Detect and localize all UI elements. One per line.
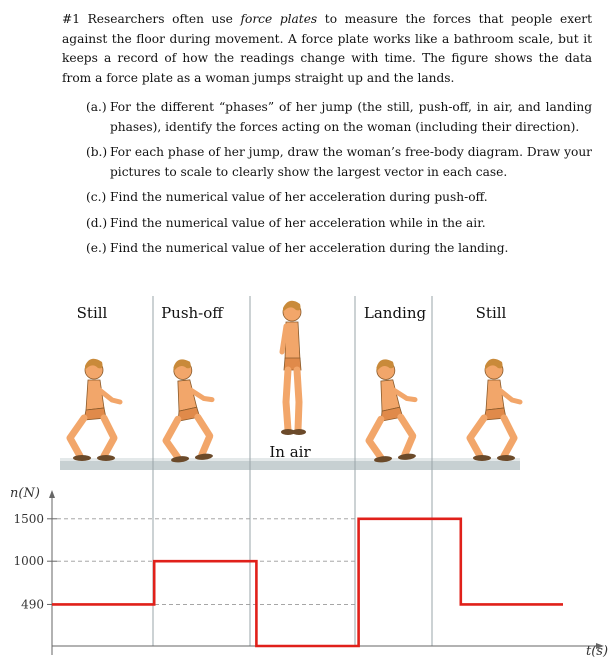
y-tick-label: 1500 <box>13 511 44 526</box>
force-series-line <box>52 519 563 646</box>
y-tick-label: 1000 <box>13 554 44 569</box>
y-axis-arrow <box>49 490 55 498</box>
part-text: For each phase of her jump, draw the woman’s free-body diagram. Draw your pictures to scale to clearly show the largest vector in each case. <box>110 145 592 179</box>
part-text: Find the numerical value of her acceleration while in the air. <box>110 215 486 230</box>
part-label: (c.) <box>86 190 107 204</box>
jumper-landing <box>361 357 421 464</box>
part-label: (a.) <box>86 100 107 114</box>
jumper-push-off <box>158 357 218 464</box>
x-axis-title: t(s) <box>586 644 609 659</box>
phase-label-in-air: In air <box>269 443 311 461</box>
problem-number: #1 <box>62 12 80 26</box>
part-label: (b.) <box>86 145 108 159</box>
intro-after: to measure the forces that people exert against the floor during movement. A force plate works like a bathroom scale, but it keeps a record of how the readings change with time. The figure shows the data from a force plate as a woman jumps straight up and the lands. <box>62 12 593 85</box>
phase-label-landing: Landing <box>363 304 427 322</box>
part-text: For the different “phases” of her jump (the still, push-off, in air, and landing phases), identify the forces acting on the woman (including their direction). <box>110 100 592 134</box>
force-chart <box>10 486 608 659</box>
part-label: (d.) <box>86 215 108 230</box>
y-axis-title: n(N) <box>10 486 40 501</box>
part-label: (e.) <box>86 241 107 255</box>
jumper-still <box>70 359 120 461</box>
jumper-still-2 <box>470 359 520 461</box>
y-tick-label: 490 <box>21 597 44 612</box>
phase-label-still-2: Still <box>475 304 507 322</box>
intro-before: Researchers often use <box>87 12 233 26</box>
intro-emphasis: force plates <box>240 12 318 26</box>
part-text: Find the numerical value of her acceleration during the landing. <box>110 241 509 255</box>
phase-label-push-off: Push-off <box>161 304 223 322</box>
part-text: Find the numerical value of her acceleration during push-off. <box>110 190 488 204</box>
phase-label-still: Still <box>76 304 108 322</box>
jumper-in-air <box>281 301 306 435</box>
